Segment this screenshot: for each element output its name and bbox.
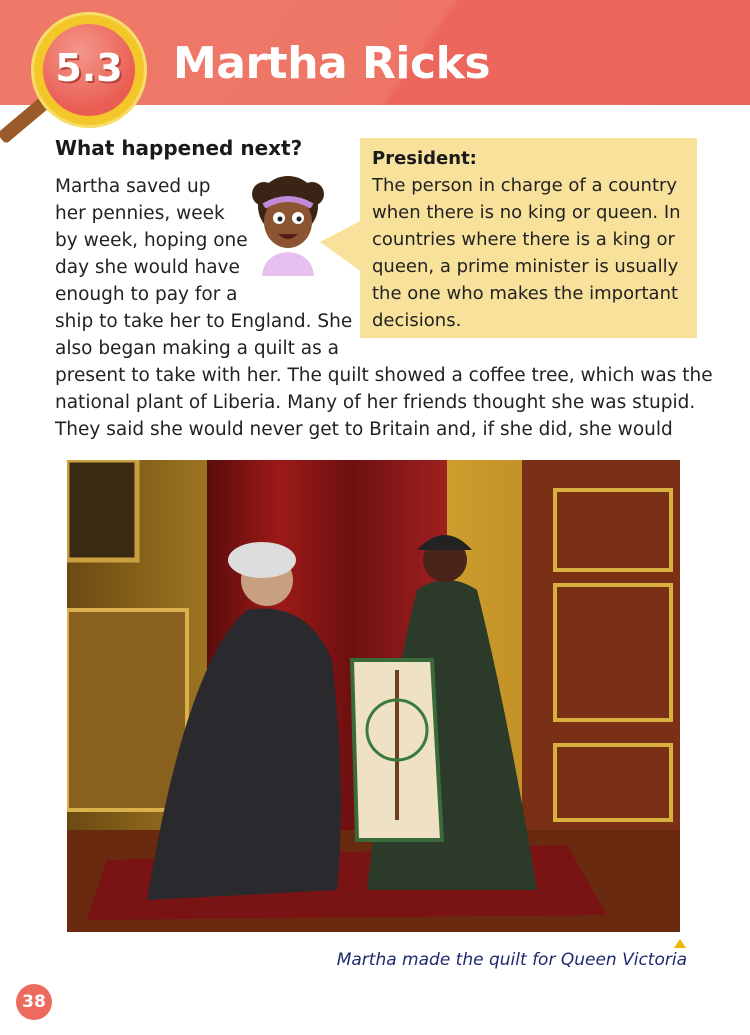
subheading: What happened next? — [55, 136, 303, 160]
definition-line: countries where there is a king or — [372, 229, 675, 250]
body-line: day she would have — [55, 257, 240, 278]
definition-box — [360, 138, 697, 338]
definition-line: when there is no king or queen. In — [372, 202, 681, 223]
body-line: national plant of Liberia. Many of her friends thought she was stupid. — [55, 392, 696, 413]
body-line: also began making a quilt as a — [55, 338, 339, 359]
section-number: 5.3 — [55, 46, 123, 90]
body-line: They said she would never get to Britain and, if she did, she would — [55, 419, 673, 440]
queen-victoria-illustration — [67, 460, 680, 932]
girl-character-icon — [244, 176, 332, 276]
body-line: enough to pay for a — [55, 284, 238, 305]
definition-line: decisions. — [372, 310, 462, 331]
caption-pointer-icon — [674, 939, 686, 948]
definition-line: The person in charge of a country — [372, 175, 678, 196]
image-caption: Martha made the quilt for Queen Victoria — [336, 950, 687, 970]
page-number: 38 — [16, 984, 52, 1020]
body-line: present to take with her. The quilt showed a coffee tree, which was the — [55, 365, 713, 386]
body-line: her pennies, week — [55, 203, 225, 224]
page-title: Martha Ricks — [173, 38, 491, 89]
body-line: by week, hoping one — [55, 230, 248, 251]
definition-term: President: — [372, 148, 477, 169]
definition-line: queen, a prime minister is usually — [372, 256, 679, 277]
speech-bubble-tail — [320, 220, 362, 272]
definition-line: the one who makes the important — [372, 283, 679, 304]
body-line: Martha saved up — [55, 176, 211, 197]
body-line: ship to take her to England. She — [55, 311, 353, 332]
